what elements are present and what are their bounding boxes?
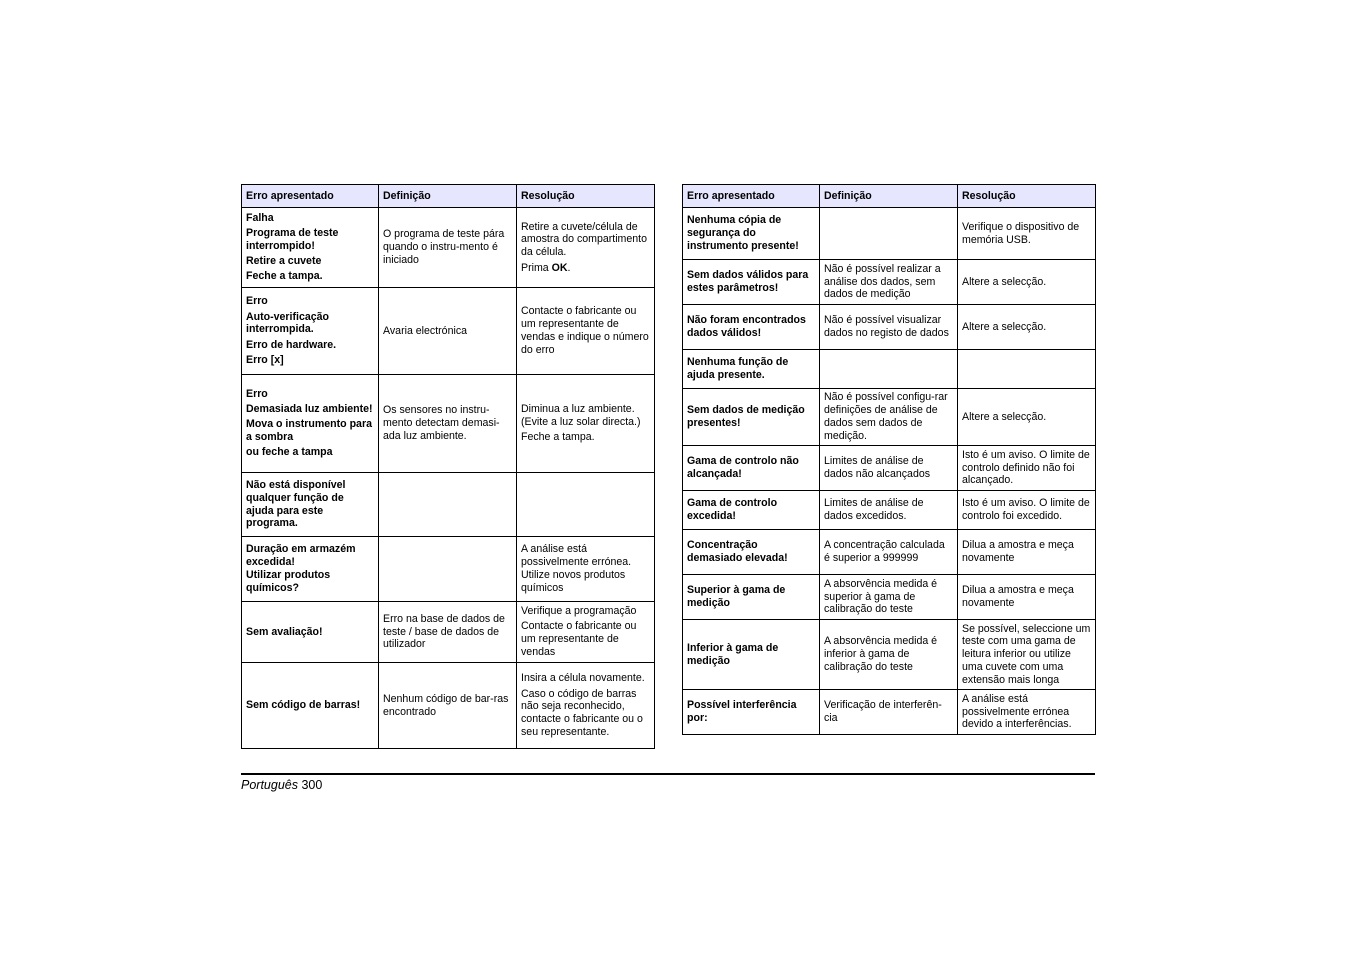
error-line: Sem dados válidos para estes parâmetros!: [687, 269, 809, 294]
error-cell: [683, 530, 820, 575]
definition-cell: [820, 575, 958, 620]
resolution-line: Verifique o dispositivo de memória USB.: [962, 220, 1080, 246]
table-header-row: [683, 185, 1096, 208]
table-row: [683, 446, 1096, 491]
resolution-line: Isto é um aviso. O limite de controlo definido não foi alcançado.: [962, 448, 1090, 487]
right-table-body: [683, 208, 1096, 735]
header-error: Erro apresentado: [683, 185, 820, 208]
error-line: Duração em armazém excedida!: [246, 543, 356, 569]
text-segment: .: [567, 261, 571, 274]
error-cell: [683, 389, 820, 446]
resolution-cell: [517, 602, 655, 663]
error-line: Possível interferência por:: [687, 699, 797, 724]
error-line: Mova o instrumento para a sombra: [246, 418, 372, 444]
definition-cell: [820, 530, 958, 575]
error-line: Programa de teste interrompido!: [246, 227, 339, 252]
resolution-cell: [958, 446, 1096, 491]
error-cell: [242, 375, 379, 473]
definition-line: Limites de análise de dados excedidos.: [824, 497, 924, 522]
error-line: Feche a tampa.: [246, 270, 323, 283]
resolution-line: Feche a tampa.: [521, 431, 595, 444]
resolution-line: Isto é um aviso. O limite de controlo foi excedido.: [962, 497, 1090, 522]
definition-cell: [379, 288, 517, 375]
error-line: Nenhuma cópia de segurança do instrumento presente!: [687, 214, 799, 252]
text-segment: Prima: [521, 261, 552, 274]
error-line: Sem dados de medição presentes!: [687, 404, 805, 429]
error-cell: [242, 602, 379, 663]
error-cell: [242, 288, 379, 375]
resolution-line: Insira a célula novamente.: [521, 672, 645, 685]
table-row: [683, 208, 1096, 260]
right-error-table: [682, 184, 1096, 735]
error-line: Nenhuma função de ajuda presente.: [687, 356, 789, 381]
definition-cell: [379, 208, 517, 288]
table-row: [683, 530, 1096, 575]
resolution-line: Verifique a programação: [521, 605, 637, 618]
page-footer: [241, 778, 322, 792]
error-line: Gama de controlo não alcançada!: [687, 455, 799, 480]
resolution-line: A análise está possivelmente errónea devido a interferências.: [962, 692, 1072, 731]
header-error: Erro apresentado: [242, 185, 379, 208]
error-line: Concentração demasiado elevada!: [687, 539, 788, 564]
error-line: Retire a cuvete: [246, 255, 322, 268]
definition-cell: [379, 537, 517, 602]
table-row: [683, 620, 1096, 690]
table-row: [242, 288, 655, 375]
error-cell: [683, 575, 820, 620]
error-cell: [683, 620, 820, 690]
resolution-line: Se possível, seleccione um teste com uma gama de leitura inferior ou utilize uma cuvete com uma extensão mais longa: [962, 622, 1091, 686]
resolution-cell: [517, 473, 655, 537]
error-cell: [242, 537, 379, 602]
error-line: Demasiada luz ambiente!: [246, 403, 373, 416]
error-line: Auto-verificação interrompida.: [246, 310, 330, 336]
table-row: [242, 208, 655, 288]
definition-cell: [820, 690, 958, 735]
resolution-cell: [958, 530, 1096, 575]
definition-cell: [379, 473, 517, 537]
table-header-row: [242, 185, 655, 208]
table-row: [242, 537, 655, 602]
error-cell: [683, 305, 820, 350]
definition-line: Os sensores no instru-mento detectam demasi-ada luz ambiente.: [383, 404, 500, 442]
definition-cell: [820, 389, 958, 446]
definition-cell: [820, 446, 958, 491]
error-cell: [683, 208, 820, 260]
definition-line: Não é possível configu-rar definições de análise de dados sem dados de medição.: [824, 391, 948, 442]
definition-cell: [820, 491, 958, 530]
left-error-table: [241, 184, 655, 749]
header-resolution: Resolução: [958, 185, 1096, 208]
resolution-cell: [517, 663, 655, 749]
table-row: [683, 575, 1096, 620]
definition-line: Nenhum código de bar-ras encontrado: [383, 692, 509, 718]
definition-line: A absorvência medida é superior à gama de calibração do teste: [824, 577, 938, 616]
resolution-line: Dilua a amostra e meça novamente: [962, 539, 1074, 564]
definition-cell: [820, 305, 958, 350]
error-line: Sem avaliação!: [246, 625, 323, 638]
table-row: [242, 602, 655, 663]
resolution-line: Contacte o fabricante ou um representante de vendas: [521, 620, 637, 659]
resolution-cell: [958, 305, 1096, 350]
resolution-cell: [958, 389, 1096, 446]
definition-cell: [379, 602, 517, 663]
resolution-cell: [958, 620, 1096, 690]
table-row: [683, 260, 1096, 305]
resolution-line: Contacte o fabricante ou um representante de vendas e indique o número do erro: [521, 305, 649, 356]
definition-line: Não é possível realizar a análise dos dados, sem dados de medição: [824, 262, 941, 301]
key-label: OK: [551, 261, 568, 274]
error-line: Não está disponível qualquer função de ajuda para este programa.: [246, 478, 346, 530]
error-line: Inferior à gama de medição: [687, 641, 779, 667]
resolution-line: Altere a selecção.: [962, 410, 1047, 423]
table-row: [683, 690, 1096, 735]
table-row: [242, 375, 655, 473]
definition-line: O programa de teste pára quando o instru-mento é iniciado: [383, 228, 505, 266]
definition-cell: [379, 663, 517, 749]
table-row: [242, 663, 655, 749]
resolution-cell: [517, 288, 655, 375]
definition-line: Verificação de interferên-cia: [824, 699, 942, 724]
error-line: ou feche a tampa: [246, 446, 333, 459]
error-line: Erro de hardware.: [246, 338, 337, 351]
definition-cell: [820, 260, 958, 305]
resolution-cell: [517, 375, 655, 473]
resolution-line: Altere a selecção.: [962, 275, 1047, 288]
header-resolution: Resolução: [517, 185, 655, 208]
table-row: [242, 473, 655, 537]
resolution-cell: [958, 690, 1096, 735]
error-line: Superior à gama de medição: [687, 584, 786, 609]
definition-cell: [820, 620, 958, 690]
left-table-body: [242, 208, 655, 749]
resolution-line: A análise está possivelmente errónea. Utilize novos produtos químicos: [521, 543, 632, 594]
resolution-line: Altere a selecção.: [962, 320, 1047, 333]
definition-cell: [820, 350, 958, 389]
definition-line: A concentração calculada é superior a 999999: [824, 539, 945, 564]
definition-line: Não é possível visualizar dados no registo de dados: [824, 314, 949, 339]
definition-line: Avaria electrónica: [383, 324, 468, 337]
error-cell: [242, 663, 379, 749]
resolution-cell: [958, 260, 1096, 305]
error-cell: [683, 690, 820, 735]
resolution-cell: [517, 537, 655, 602]
error-cell: [683, 491, 820, 530]
footer-page-number: 300: [301, 778, 323, 792]
resolution-cell: [958, 208, 1096, 260]
resolution-line: Retire a cuvete/célula de amostra do compartimento da célula.: [521, 220, 648, 259]
resolution-cell: [958, 491, 1096, 530]
header-definition: Definição: [820, 185, 958, 208]
error-cell: [683, 350, 820, 389]
resolution-line: Dilua a amostra e meça novamente: [962, 584, 1074, 609]
error-line: Sem código de barras!: [246, 699, 361, 712]
error-cell: [242, 473, 379, 537]
error-cell: [242, 208, 379, 288]
footer-rule: [241, 773, 1095, 775]
table-row: [683, 491, 1096, 530]
definition-line: Limites de análise de dados não alcançados: [824, 455, 931, 480]
error-line: Erro: [246, 295, 268, 308]
error-line: Não foram encontrados dados válidos!: [687, 314, 806, 339]
resolution-cell: [958, 575, 1096, 620]
error-line: Falha: [246, 211, 274, 224]
definition-line: A absorvência medida é inferior à gama de calibração do teste: [824, 635, 938, 673]
table-row: [683, 350, 1096, 389]
error-line: Erro [x]: [246, 353, 284, 366]
error-cell: [683, 446, 820, 491]
error-line: Gama de controlo excedida!: [687, 497, 778, 522]
resolution-line: [521, 262, 650, 275]
table-row: [683, 305, 1096, 350]
table-row: [683, 389, 1096, 446]
error-cell: [683, 260, 820, 305]
error-line: Erro: [246, 387, 268, 400]
error-line: Utilizar produtos químicos?: [246, 569, 331, 594]
definition-cell: [820, 208, 958, 260]
resolution-cell: [958, 350, 1096, 389]
resolution-line: Caso o código de barras não seja reconhecido, contacte o fabricante ou o seu representante.: [521, 687, 643, 738]
definition-line: Erro na base de dados de teste / base de dados de utilizador: [383, 612, 505, 651]
definition-cell: [379, 375, 517, 473]
resolution-line: Diminua a luz ambiente. (Evite a luz solar directa.): [521, 403, 641, 428]
header-definition: Definição: [379, 185, 517, 208]
footer-language: Português: [241, 778, 298, 792]
resolution-cell: [517, 208, 655, 288]
